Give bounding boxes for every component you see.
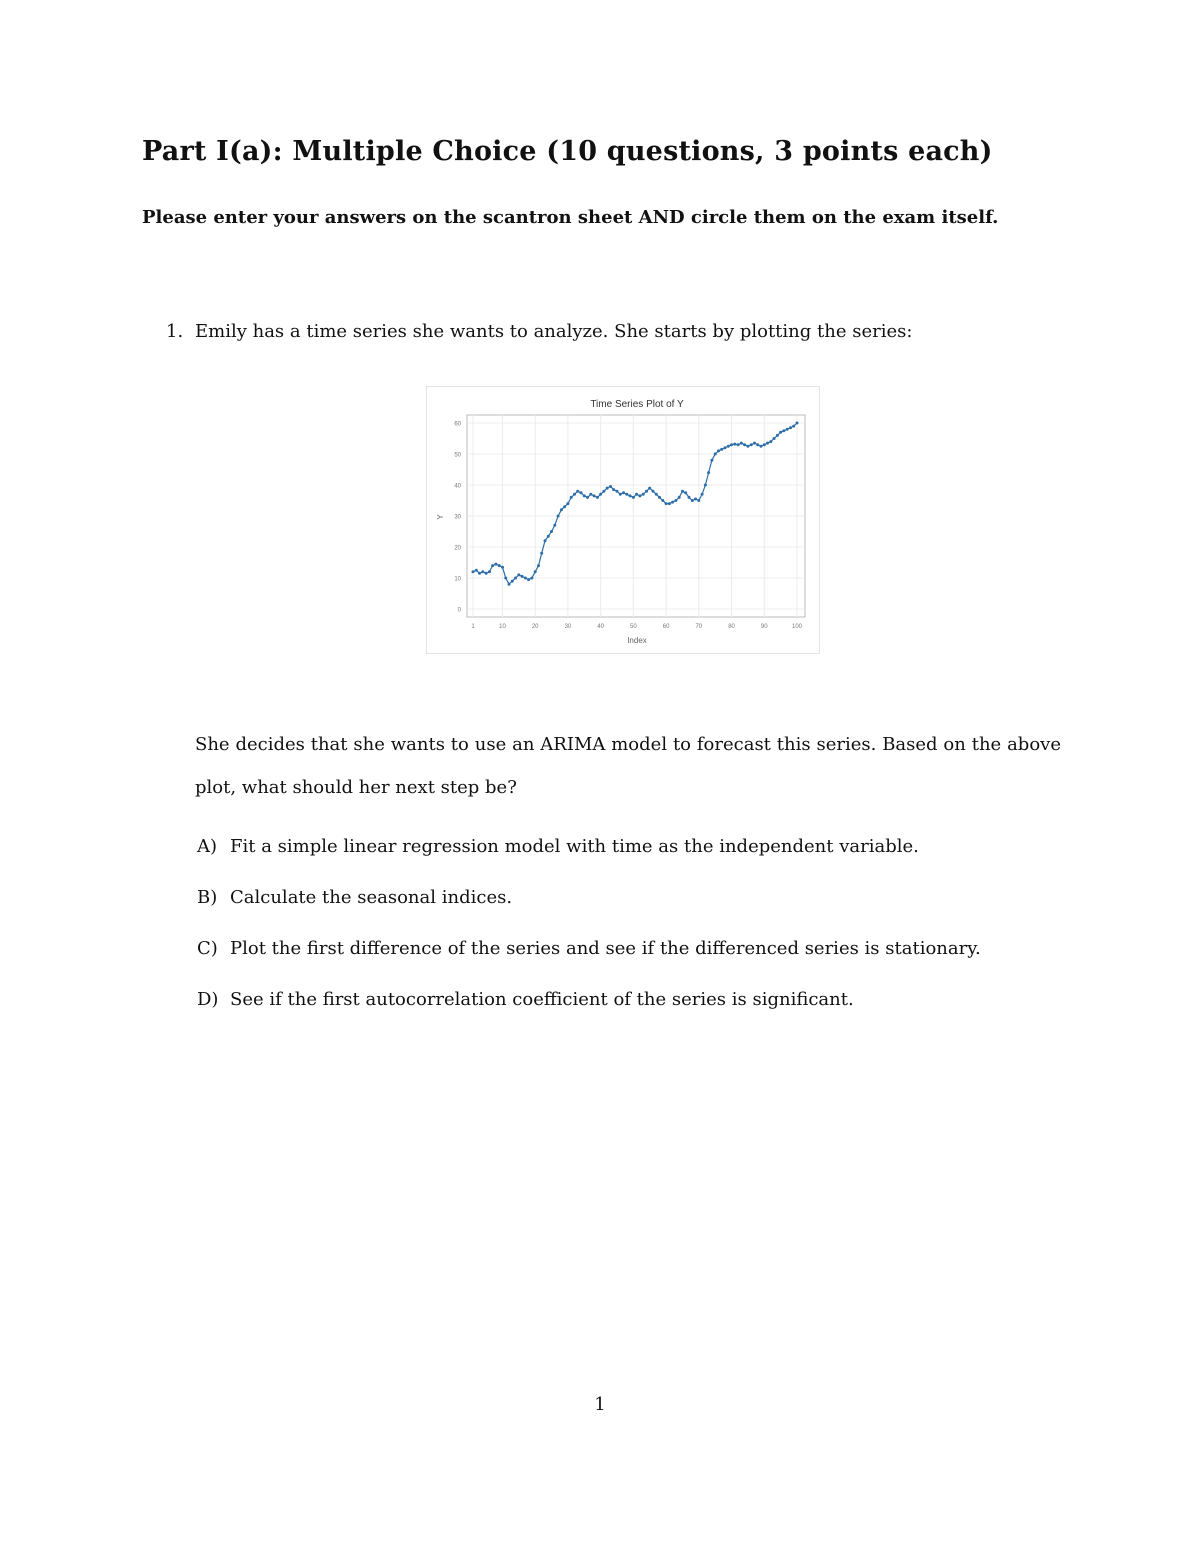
data-point <box>717 449 720 452</box>
data-point <box>550 530 553 533</box>
data-point <box>527 578 530 581</box>
data-point <box>501 566 504 569</box>
data-point <box>547 535 550 538</box>
data-point <box>586 496 589 499</box>
section-heading: Part I(a): Multiple Choice (10 questions, 3 points each) <box>142 136 993 167</box>
data-point <box>534 570 537 573</box>
data-point <box>674 499 677 502</box>
data-point <box>714 453 717 456</box>
data-point <box>596 496 599 499</box>
question-body: She decides that she wants to use an ARIMA model to forecast this series. Based on the above plot, what should her next step be? <box>195 734 1061 798</box>
data-point <box>635 493 638 496</box>
x-tick-label: 40 <box>597 624 604 630</box>
data-point <box>632 496 635 499</box>
data-point <box>570 496 573 499</box>
data-point <box>511 580 514 583</box>
data-point <box>688 496 691 499</box>
y-axis <box>454 422 461 614</box>
data-point <box>514 577 517 580</box>
data-point <box>606 487 609 490</box>
x-tick-label: 100 <box>791 624 803 630</box>
data-point <box>540 552 543 555</box>
y-tick-label: 0 <box>457 607 461 614</box>
data-point <box>707 471 710 474</box>
data-point <box>602 490 605 493</box>
data-point <box>638 494 641 497</box>
data-point <box>625 493 628 496</box>
option-letter: C) <box>197 938 218 959</box>
data-point <box>779 431 782 434</box>
data-point <box>746 445 749 448</box>
data-point <box>508 583 511 586</box>
data-point <box>566 502 569 505</box>
chart-title: Time Series Plot of Y <box>590 399 684 410</box>
data-point <box>609 485 612 488</box>
y-axis-label: Y <box>436 514 445 520</box>
data-point <box>763 443 766 446</box>
time-series-chart <box>427 387 819 653</box>
x-tick-label: 10 <box>499 624 506 630</box>
data-point <box>737 443 740 446</box>
data-point <box>521 575 524 578</box>
data-point <box>782 429 785 432</box>
y-tick-label: 50 <box>454 452 461 459</box>
data-point <box>678 496 681 499</box>
data-point <box>616 490 619 493</box>
data-point <box>773 437 776 440</box>
data-point <box>622 491 625 494</box>
data-point <box>753 442 756 445</box>
data-point <box>652 490 655 493</box>
data-point <box>589 493 592 496</box>
data-point <box>681 490 684 493</box>
data-point <box>750 443 753 446</box>
data-point <box>724 446 727 449</box>
data-point <box>694 498 697 501</box>
data-point <box>671 501 674 504</box>
option-text: Fit a simple linear regression model with time as the independent variable. <box>230 836 919 857</box>
instructions: Please enter your answers on the scantron sheet AND circle them on the exam itself. <box>142 207 999 228</box>
x-tick-label: 50 <box>630 624 637 630</box>
y-tick-label: 60 <box>454 421 461 428</box>
data-point <box>710 459 713 462</box>
x-axis <box>471 624 802 630</box>
option-text: See if the first autocorrelation coefficient of the series is significant. <box>230 989 854 1010</box>
data-point <box>720 448 723 451</box>
data-point <box>701 493 704 496</box>
data-point <box>727 445 730 448</box>
data-point <box>553 524 556 527</box>
data-point <box>691 499 694 502</box>
data-point <box>576 490 579 493</box>
data-point <box>697 499 700 502</box>
data-point <box>760 445 763 448</box>
data-point <box>504 577 507 580</box>
data-point <box>557 515 560 518</box>
data-point <box>619 493 622 496</box>
data-point <box>661 499 664 502</box>
x-tick-label: 80 <box>728 624 735 630</box>
option-a[interactable] <box>197 836 981 887</box>
option-c[interactable] <box>197 938 981 989</box>
option-b[interactable] <box>197 887 981 938</box>
data-point <box>684 491 687 494</box>
data-point <box>792 425 795 428</box>
data-point <box>481 570 484 573</box>
data-point <box>517 573 520 576</box>
data-point <box>478 572 481 575</box>
y-tick-label: 20 <box>454 545 461 552</box>
data-point <box>629 494 632 497</box>
option-text: Plot the first difference of the series and see if the differenced series is stationary. <box>230 938 981 959</box>
data-point <box>665 502 668 505</box>
data-point <box>485 572 488 575</box>
data-point <box>491 564 494 567</box>
data-point <box>494 563 497 566</box>
data-point <box>786 428 789 431</box>
data-point <box>563 505 566 508</box>
data-point <box>488 570 491 573</box>
data-point <box>599 493 602 496</box>
data-point <box>730 443 733 446</box>
x-tick-label: 70 <box>695 624 703 630</box>
question-stem: Emily has a time series she wants to analyze. She starts by plotting the series: <box>195 321 913 342</box>
data-point <box>796 422 799 425</box>
data-point <box>789 426 792 429</box>
data-point <box>733 443 736 446</box>
time-series-figure <box>426 386 820 654</box>
data-point <box>769 440 772 443</box>
data-point <box>756 443 759 446</box>
y-tick-label: 30 <box>454 514 461 521</box>
option-letter: D) <box>197 989 219 1010</box>
answer-options <box>197 836 981 1040</box>
data-point <box>530 577 533 580</box>
x-tick-label: 30 <box>564 624 572 630</box>
data-point <box>743 443 746 446</box>
data-point <box>583 494 586 497</box>
data-point <box>766 442 769 445</box>
data-point <box>704 484 707 487</box>
data-point <box>645 490 648 493</box>
data-point <box>648 487 651 490</box>
data-point <box>573 493 576 496</box>
x-tick-label: 1 <box>471 624 475 630</box>
question-number: 1. <box>166 321 184 342</box>
data-point <box>776 434 779 437</box>
data-point <box>612 488 615 491</box>
page-number: 1 <box>594 1394 606 1415</box>
data-point <box>668 502 671 505</box>
data-point <box>642 493 645 496</box>
x-axis-label: Index <box>627 636 647 645</box>
option-d[interactable] <box>197 989 981 1040</box>
data-point <box>580 491 583 494</box>
option-letter: B) <box>197 887 218 908</box>
data-point <box>544 539 547 542</box>
y-tick-label: 10 <box>454 576 461 583</box>
data-point <box>658 496 661 499</box>
x-tick-label: 60 <box>662 624 670 630</box>
option-text: Calculate the seasonal indices. <box>230 887 513 908</box>
data-point <box>593 494 596 497</box>
option-letter: A) <box>197 836 218 857</box>
data-point <box>524 577 527 580</box>
data-point <box>472 570 475 573</box>
data-point <box>498 564 501 567</box>
x-tick-label: 20 <box>531 624 539 630</box>
data-point <box>560 508 563 511</box>
y-tick-label: 40 <box>454 483 461 490</box>
x-tick-label: 90 <box>760 624 768 630</box>
data-point <box>655 493 658 496</box>
data-point <box>537 564 540 567</box>
data-point <box>475 569 478 572</box>
data-point <box>740 442 743 445</box>
